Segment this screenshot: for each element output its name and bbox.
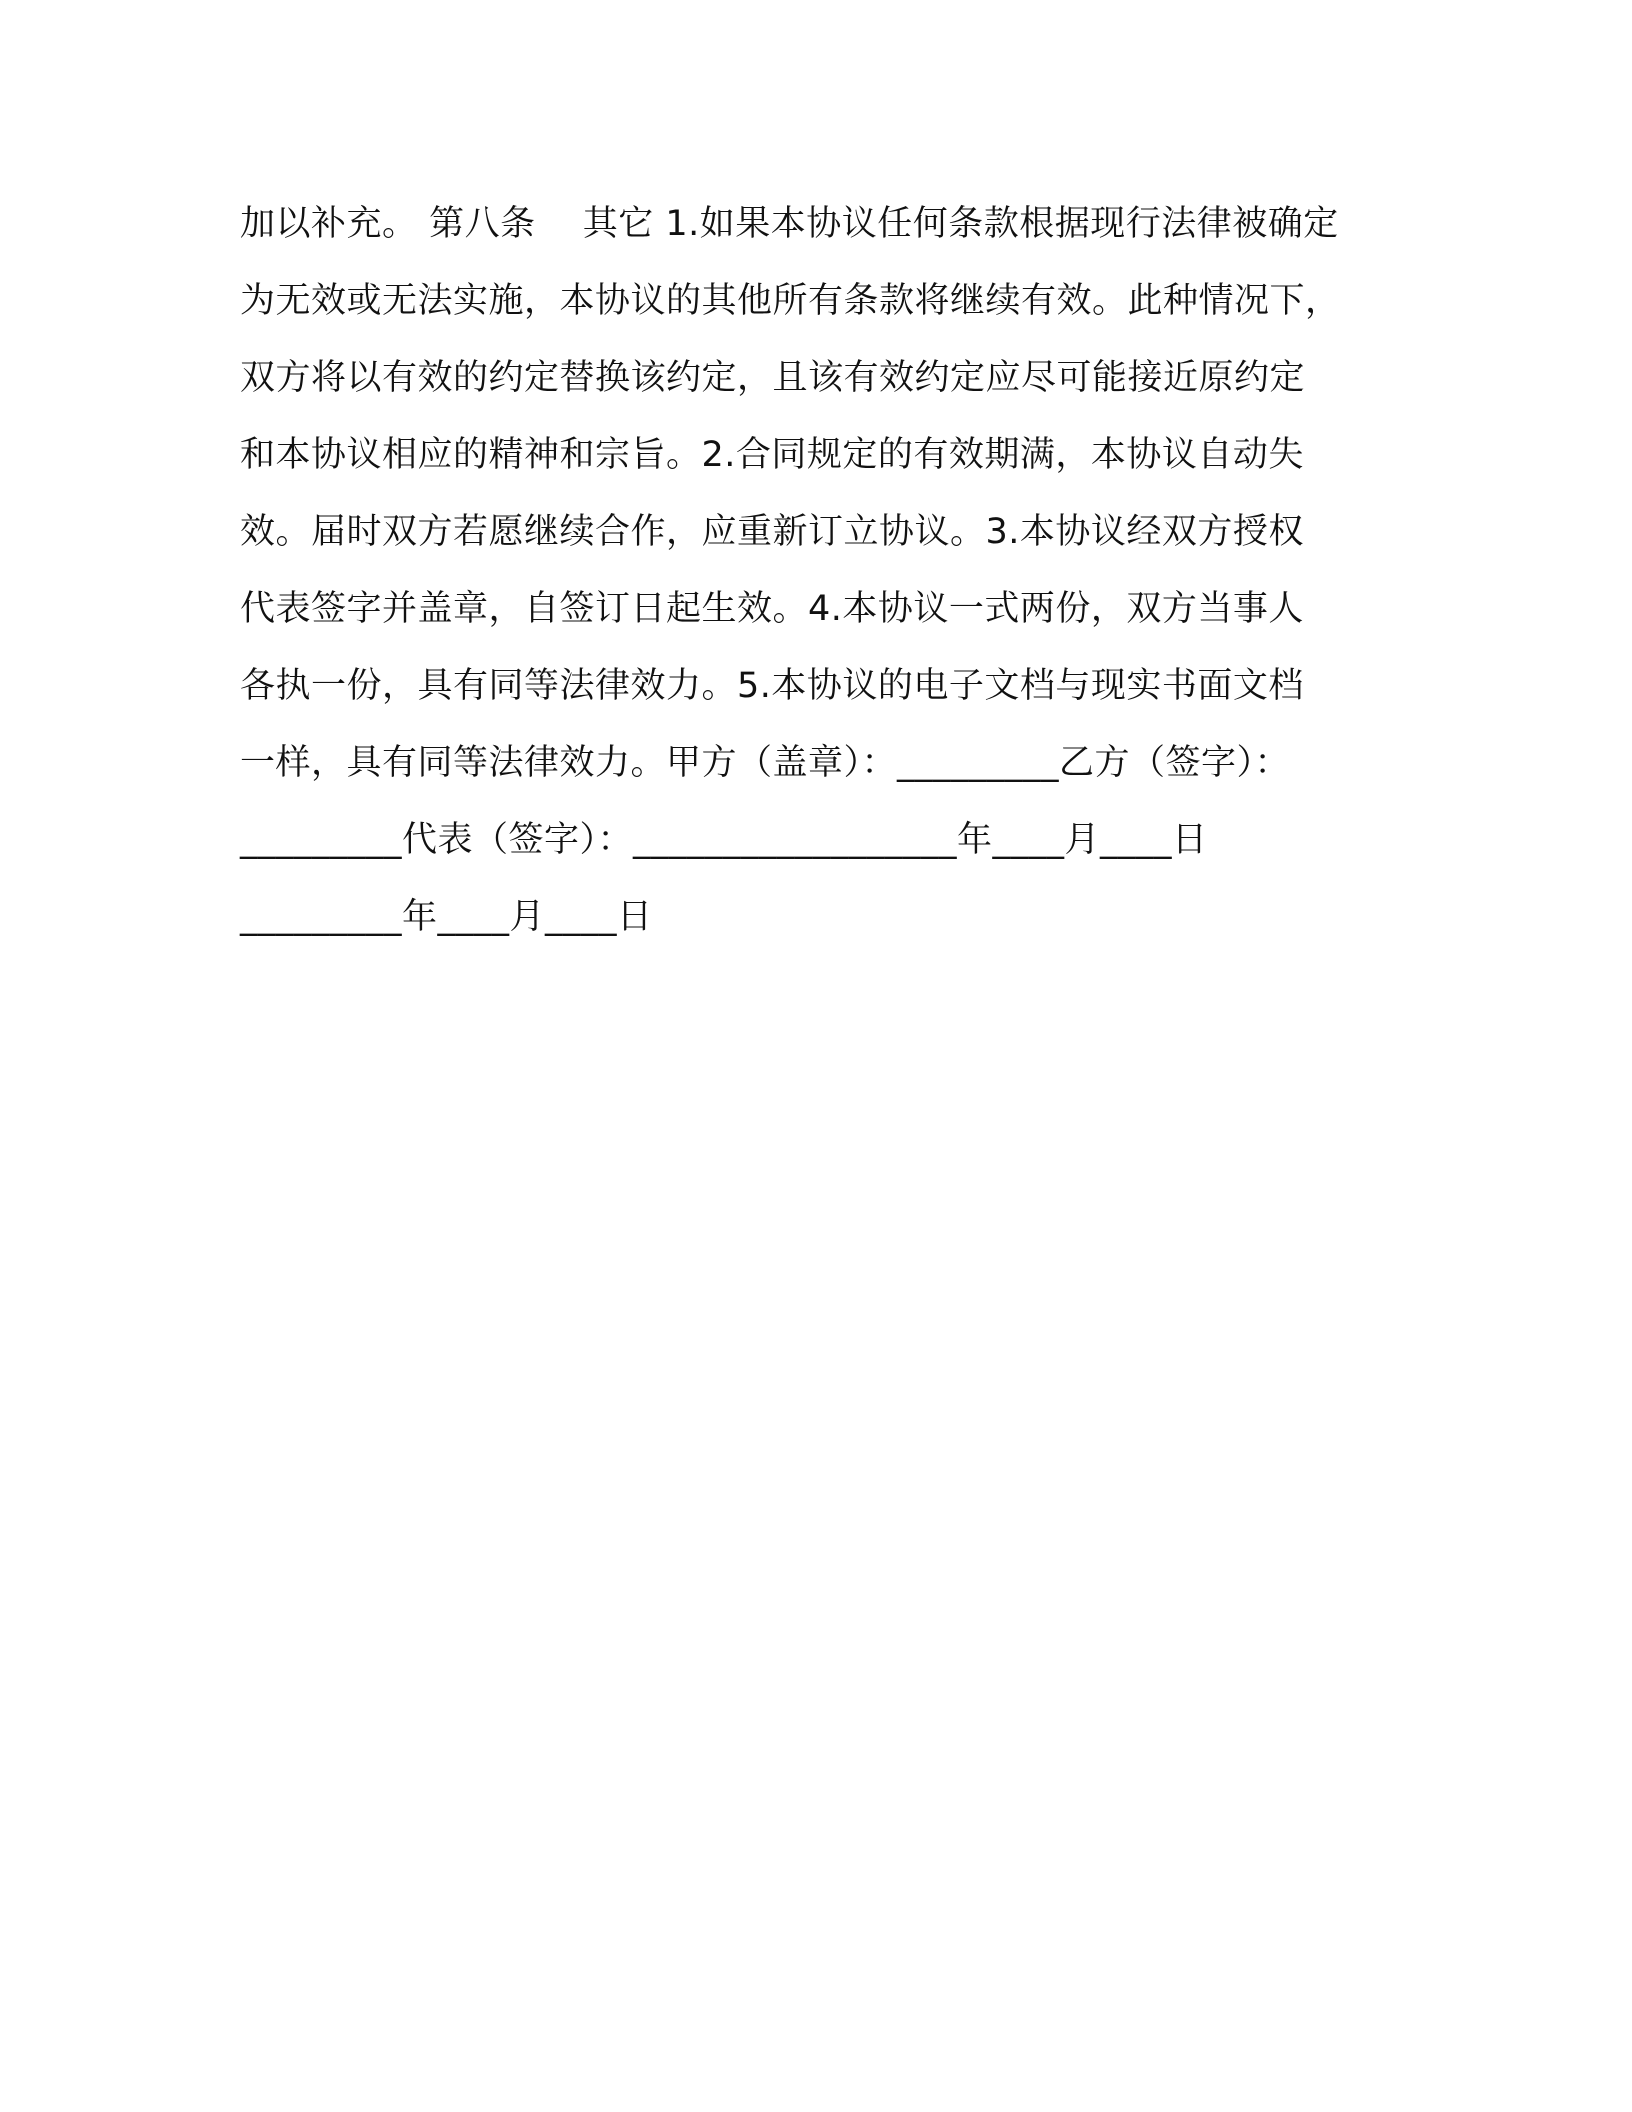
text-line-6: 代表签字并盖章，自签订日起生效。4.本协议一式两份，双方当事人 <box>240 589 1304 629</box>
signature-line-representative-date: _________代表（签字）：__________________年____月____日 <box>240 820 1208 860</box>
text-line-2: 为无效或无法实施，本协议的其他所有条款将继续有效。此种情况下， <box>240 281 1341 321</box>
text-line-5: 效。届时双方若愿继续合作，应重新订立协议。3.本协议经双方授权 <box>240 512 1304 552</box>
agreement-body <box>240 186 1410 956</box>
text-line-7: 各执一份，具有同等法律效力。5.本协议的电子文档与现实书面文档 <box>240 666 1304 706</box>
text-line-4: 和本协议相应的精神和宗旨。2.合同规定的有效期满，本协议自动失 <box>240 435 1304 475</box>
signature-line-parties: 一样，具有同等法律效力。甲方（盖章）：_________乙方（签字）： <box>240 743 1291 783</box>
text-line-3: 双方将以有效的约定替换该约定，且该有效约定应尽可能接近原约定 <box>240 358 1306 398</box>
text-line-1: 加以补充。 第八条 其它 1.如果本协议任何条款根据现行法律被确定 <box>240 204 1339 244</box>
signature-line-date: _________年____月____日 <box>240 897 653 937</box>
